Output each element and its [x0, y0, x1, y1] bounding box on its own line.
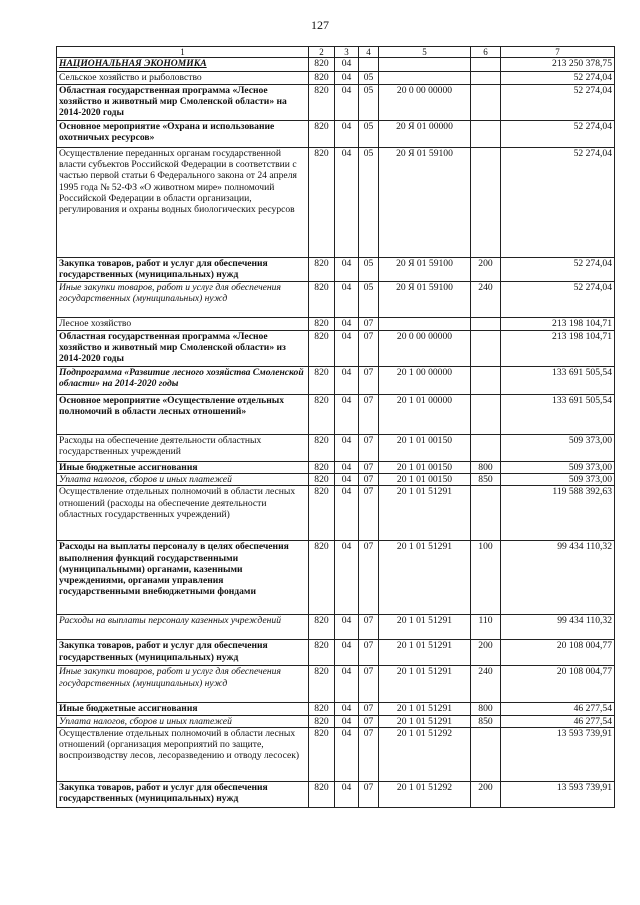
item-name-cell: Расходы на обеспечение деятельности областных государственных учреждений [57, 435, 309, 462]
table-row [57, 666, 615, 703]
target-article-cell: 20 Я 01 59100 [379, 282, 471, 318]
item-name-cell: Закупка товаров, работ и услуг для обеспечения государственных (муниципальных) нужд [57, 640, 309, 666]
table-row [57, 715, 615, 727]
section-code-cell: 04 [335, 541, 359, 615]
ministry-code-cell: 820 [309, 541, 335, 615]
subsection-code-cell [359, 58, 379, 72]
subsection-code-cell: 07 [359, 715, 379, 727]
target-article-cell: 20 1 01 00000 [379, 395, 471, 435]
expense-type-cell: 850 [471, 715, 501, 727]
section-code-cell: 04 [335, 462, 359, 474]
item-name-cell: Иные закупки товаров, работ и услуг для обеспечения государственных (муниципальных) нужд [57, 282, 309, 318]
amount-cell: 46 277,54 [501, 703, 615, 715]
amount-cell: 99 434 110,32 [501, 541, 615, 615]
expense-type-cell [471, 72, 501, 85]
item-name-cell: Уплата налогов, сборов и иных платежей [57, 474, 309, 486]
section-code-cell: 04 [335, 331, 359, 367]
table-row [57, 435, 615, 462]
ministry-code-cell: 820 [309, 666, 335, 703]
target-article-cell [379, 58, 471, 72]
ministry-code-cell: 820 [309, 486, 335, 541]
amount-cell: 20 108 004,77 [501, 640, 615, 666]
item-name-cell: Расходы на выплаты персоналу в целях обеспечения выполнения функций государственными (муниципальными) органами, казенными учреждениями, органами управления государственными внебюджетными фондами [57, 541, 309, 615]
ministry-code-cell: 820 [309, 395, 335, 435]
header-cell: 4 [359, 47, 379, 58]
expense-type-cell [471, 395, 501, 435]
section-code-cell: 04 [335, 85, 359, 121]
subsection-code-cell: 07 [359, 640, 379, 666]
target-article-cell: 20 0 00 00000 [379, 85, 471, 121]
ministry-code-cell: 820 [309, 727, 335, 781]
ministry-code-cell: 820 [309, 72, 335, 85]
ministry-code-cell: 820 [309, 331, 335, 367]
table-row [57, 58, 615, 72]
section-code-cell: 04 [335, 395, 359, 435]
item-name-cell: Осуществление отдельных полномочий в области лесных отношений (организация мероприятий по защите, воспроизводству лесов, лесоразведению и отводу лесосек) [57, 727, 309, 781]
expense-type-cell: 110 [471, 615, 501, 640]
target-article-cell [379, 72, 471, 85]
target-article-cell: 20 Я 01 59100 [379, 148, 471, 258]
subsection-code-cell: 05 [359, 72, 379, 85]
table-row [57, 121, 615, 148]
header-cell: 3 [335, 47, 359, 58]
table-row [57, 541, 615, 615]
ministry-code-cell: 820 [309, 85, 335, 121]
expense-type-cell: 100 [471, 541, 501, 615]
item-name-cell: Основное мероприятие «Осуществление отдельных полномочий в области лесных отношений» [57, 395, 309, 435]
subsection-code-cell: 07 [359, 703, 379, 715]
item-name-cell: Сельское хозяйство и рыболовство [57, 72, 309, 85]
target-article-cell: 20 1 01 00150 [379, 474, 471, 486]
target-article-cell: 20 Я 01 59100 [379, 258, 471, 282]
amount-cell: 52 274,04 [501, 85, 615, 121]
expense-type-cell: 240 [471, 666, 501, 703]
table-row [57, 462, 615, 474]
ministry-code-cell: 820 [309, 640, 335, 666]
ministry-code-cell: 820 [309, 615, 335, 640]
amount-cell: 509 373,00 [501, 435, 615, 462]
header-cell: 1 [57, 47, 309, 58]
subsection-code-cell: 07 [359, 331, 379, 367]
amount-cell: 46 277,54 [501, 715, 615, 727]
ministry-code-cell: 820 [309, 781, 335, 807]
expense-type-cell: 200 [471, 258, 501, 282]
target-article-cell: 20 1 01 51292 [379, 727, 471, 781]
amount-cell: 52 274,04 [501, 258, 615, 282]
target-article-cell: 20 1 01 51291 [379, 615, 471, 640]
subsection-code-cell: 07 [359, 474, 379, 486]
ministry-code-cell: 820 [309, 318, 335, 331]
amount-cell: 213 250 378,75 [501, 58, 615, 72]
table-row [57, 72, 615, 85]
budget-table [56, 46, 615, 808]
table-row [57, 474, 615, 486]
subsection-code-cell: 05 [359, 258, 379, 282]
table-row [57, 615, 615, 640]
expense-type-cell [471, 727, 501, 781]
ministry-code-cell: 820 [309, 58, 335, 72]
target-article-cell: 20 1 01 00150 [379, 435, 471, 462]
item-name-cell: Осуществление отдельных полномочий в области лесных отношений (расходы на обеспечение деятельности областных государственных учреждений) [57, 486, 309, 541]
item-name-cell: Лесное хозяйство [57, 318, 309, 331]
expense-type-cell [471, 85, 501, 121]
subsection-code-cell: 07 [359, 541, 379, 615]
subsection-code-cell: 07 [359, 727, 379, 781]
section-code-cell: 04 [335, 282, 359, 318]
ministry-code-cell: 820 [309, 367, 335, 395]
target-article-cell: 20 Я 01 00000 [379, 121, 471, 148]
amount-cell: 133 691 505,54 [501, 395, 615, 435]
subsection-code-cell: 07 [359, 367, 379, 395]
subsection-code-cell: 07 [359, 666, 379, 703]
item-name-cell: Иные бюджетные ассигнования [57, 462, 309, 474]
item-name-cell: Закупка товаров, работ и услуг для обеспечения государственных (муниципальных) нужд [57, 258, 309, 282]
subsection-code-cell: 07 [359, 781, 379, 807]
item-name-cell: Уплата налогов, сборов и иных платежей [57, 715, 309, 727]
section-code-cell: 04 [335, 72, 359, 85]
target-article-cell: 20 1 01 51291 [379, 541, 471, 615]
amount-cell: 509 373,00 [501, 474, 615, 486]
table-row [57, 258, 615, 282]
expense-type-cell [471, 331, 501, 367]
amount-cell: 52 274,04 [501, 148, 615, 258]
ministry-code-cell: 820 [309, 258, 335, 282]
target-article-cell: 20 1 01 51291 [379, 486, 471, 541]
section-code-cell: 04 [335, 258, 359, 282]
ministry-code-cell: 820 [309, 282, 335, 318]
header-cell: 6 [471, 47, 501, 58]
ministry-code-cell: 820 [309, 715, 335, 727]
subsection-code-cell: 07 [359, 486, 379, 541]
subsection-code-cell: 07 [359, 395, 379, 435]
amount-cell: 99 434 110,32 [501, 615, 615, 640]
table-row [57, 318, 615, 331]
amount-cell: 509 373,00 [501, 462, 615, 474]
expense-type-cell [471, 486, 501, 541]
table-row [57, 282, 615, 318]
page-number: 127 [311, 18, 329, 32]
item-name-cell: Областная государственная программа «Лесное хозяйство и животный мир Смоленской области» на 2014-2020 годы [57, 85, 309, 121]
section-code-cell: 04 [335, 727, 359, 781]
table-row [57, 727, 615, 781]
table-row [57, 85, 615, 121]
table-row [57, 781, 615, 807]
ministry-code-cell: 820 [309, 703, 335, 715]
amount-cell: 13 593 739,91 [501, 781, 615, 807]
amount-cell: 52 274,04 [501, 72, 615, 85]
header-cell: 7 [501, 47, 615, 58]
table-row [57, 367, 615, 395]
amount-cell: 52 274,04 [501, 121, 615, 148]
subsection-code-cell: 05 [359, 121, 379, 148]
expense-type-cell [471, 367, 501, 395]
section-code-cell: 04 [335, 148, 359, 258]
section-code-cell: 04 [335, 640, 359, 666]
table-row [57, 703, 615, 715]
ministry-code-cell: 820 [309, 474, 335, 486]
expense-type-cell: 800 [471, 703, 501, 715]
target-article-cell: 20 1 01 00150 [379, 462, 471, 474]
section-code-cell: 04 [335, 781, 359, 807]
expense-type-cell [471, 121, 501, 148]
amount-cell: 133 691 505,54 [501, 367, 615, 395]
item-name-cell: Расходы на выплаты персоналу казенных учреждений [57, 615, 309, 640]
section-code-cell: 04 [335, 486, 359, 541]
expense-type-cell [471, 318, 501, 331]
subsection-code-cell: 05 [359, 282, 379, 318]
section-code-cell: 04 [335, 435, 359, 462]
table-row [57, 148, 615, 258]
section-code-cell: 04 [335, 615, 359, 640]
item-name-cell: Основное мероприятие «Охрана и использование охотничьих ресурсов» [57, 121, 309, 148]
amount-cell: 119 588 392,63 [501, 486, 615, 541]
item-name-cell: Областная государственная программа «Лесное хозяйство и животный мир Смоленской области» из 2014-2020 годы [57, 331, 309, 367]
expense-type-cell: 800 [471, 462, 501, 474]
expense-type-cell [471, 58, 501, 72]
item-name-cell: Подпрограмма «Развитие лесного хозяйства Смоленской области» на 2014-2020 годы [57, 367, 309, 395]
section-code-cell: 04 [335, 318, 359, 331]
target-article-cell: 20 1 01 51292 [379, 781, 471, 807]
expense-type-cell: 200 [471, 640, 501, 666]
expense-type-cell: 240 [471, 282, 501, 318]
amount-cell: 13 593 739,91 [501, 727, 615, 781]
table-row [57, 640, 615, 666]
section-code-cell: 04 [335, 715, 359, 727]
ministry-code-cell: 820 [309, 462, 335, 474]
header-cell: 2 [309, 47, 335, 58]
table-row [57, 395, 615, 435]
amount-cell: 213 198 104,71 [501, 331, 615, 367]
header-row [57, 47, 615, 58]
subsection-code-cell: 07 [359, 318, 379, 331]
target-article-cell: 20 0 00 00000 [379, 331, 471, 367]
target-article-cell: 20 1 01 51291 [379, 715, 471, 727]
expense-type-cell [471, 148, 501, 258]
target-article-cell: 20 1 00 00000 [379, 367, 471, 395]
item-name-cell: Иные закупки товаров, работ и услуг для обеспечения государственных (муниципальных) нужд [57, 666, 309, 703]
expense-type-cell [471, 435, 501, 462]
header-cell: 5 [379, 47, 471, 58]
target-article-cell: 20 1 01 51291 [379, 640, 471, 666]
section-code-cell: 04 [335, 474, 359, 486]
expense-type-cell: 850 [471, 474, 501, 486]
amount-cell: 20 108 004,77 [501, 666, 615, 703]
table-row [57, 486, 615, 541]
amount-cell: 213 198 104,71 [501, 318, 615, 331]
table-row [57, 331, 615, 367]
ministry-code-cell: 820 [309, 148, 335, 258]
section-code-cell: 04 [335, 58, 359, 72]
subsection-code-cell: 07 [359, 435, 379, 462]
ministry-code-cell: 820 [309, 121, 335, 148]
ministry-code-cell: 820 [309, 435, 335, 462]
amount-cell: 52 274,04 [501, 282, 615, 318]
item-name-cell: НАЦИОНАЛЬНАЯ ЭКОНОМИКА [57, 58, 309, 72]
section-code-cell: 04 [335, 121, 359, 148]
section-code-cell: 04 [335, 703, 359, 715]
item-name-cell: Иные бюджетные ассигнования [57, 703, 309, 715]
subsection-code-cell: 07 [359, 462, 379, 474]
target-article-cell: 20 1 01 51291 [379, 703, 471, 715]
subsection-code-cell: 05 [359, 85, 379, 121]
item-name-cell: Осуществление переданных органам государственной власти субъектов Российской Федерации в соответствии с частью первой статьи 6 Федерального закона от 24 апреля 1995 года № 52-ФЗ «О животном мире» полномочий Российской Федерации в области организации, регулирования и охраны водных биологических ресурсов [57, 148, 309, 258]
table-body [57, 47, 615, 808]
target-article-cell: 20 1 01 51291 [379, 666, 471, 703]
subsection-code-cell: 05 [359, 148, 379, 258]
expense-type-cell: 200 [471, 781, 501, 807]
subsection-code-cell: 07 [359, 615, 379, 640]
section-code-cell: 04 [335, 367, 359, 395]
item-name-cell: Закупка товаров, работ и услуг для обеспечения государственных (муниципальных) нужд [57, 781, 309, 807]
target-article-cell [379, 318, 471, 331]
section-code-cell: 04 [335, 666, 359, 703]
